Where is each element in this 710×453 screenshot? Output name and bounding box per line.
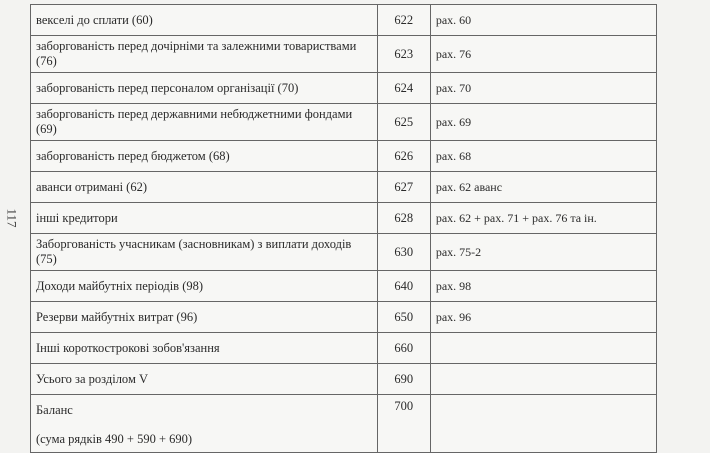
row-name: заборгованість перед бюджетом (68) — [31, 141, 378, 172]
row-code: 625 — [377, 104, 430, 141]
row-name: заборгованість перед персоналом організації (70) — [31, 73, 378, 104]
balance-total-formula: (сума рядків 490 + 590 + 690) — [36, 432, 193, 446]
row-code: 640 — [377, 271, 430, 302]
row-code: 660 — [377, 333, 430, 364]
row-note: рах. 69 — [430, 104, 656, 141]
row-note: рах. 98 — [430, 271, 656, 302]
row-note: рах. 70 — [430, 73, 656, 104]
row-code: 623 — [377, 36, 430, 73]
row-code: 630 — [377, 234, 430, 271]
row-code: 626 — [377, 141, 430, 172]
row-note: рах. 60 — [430, 5, 656, 36]
balance-total-name — [31, 395, 378, 453]
row-name: Резерви майбутніх витрат (96) — [31, 302, 378, 333]
row-name: інші кредитори — [31, 203, 378, 234]
row-name: заборгованість перед дочірніми та залежними товариствами (76) — [31, 36, 378, 73]
table-row — [31, 302, 657, 333]
row-note: рах. 75-2 — [430, 234, 656, 271]
table-row — [31, 104, 657, 141]
table-row — [31, 203, 657, 234]
row-name: Заборгованість учасникам (засновникам) з виплати доходів (75) — [31, 234, 378, 271]
balance-table — [30, 4, 657, 453]
row-note: рах. 96 — [430, 302, 656, 333]
row-code: 628 — [377, 203, 430, 234]
balance-total-code: 700 — [377, 395, 430, 453]
row-code: 627 — [377, 172, 430, 203]
table-row — [31, 36, 657, 73]
row-name: аванси отримані (62) — [31, 172, 378, 203]
row-note — [430, 333, 656, 364]
balance-total-row — [31, 395, 657, 453]
row-code: 690 — [377, 364, 430, 395]
row-code: 622 — [377, 5, 430, 36]
row-note — [430, 364, 656, 395]
table-row — [31, 172, 657, 203]
page-number: 117 — [4, 208, 20, 228]
table-row — [31, 333, 657, 364]
row-code: 650 — [377, 302, 430, 333]
table-row — [31, 141, 657, 172]
row-code: 624 — [377, 73, 430, 104]
row-note: рах. 68 — [430, 141, 656, 172]
row-name: векселі до сплати (60) — [31, 5, 378, 36]
table-row — [31, 73, 657, 104]
row-name: заборгованість перед державними небюджетними фондами (69) — [31, 104, 378, 141]
balance-total-label: Баланс — [36, 403, 73, 417]
row-name: Інші короткострокові зобов'язання — [31, 333, 378, 364]
row-name: Усього за розділом V — [31, 364, 378, 395]
row-note: рах. 62 + рах. 71 + рах. 76 та ін. — [430, 203, 656, 234]
row-note: рах. 76 — [430, 36, 656, 73]
row-name: Доходи майбутніх періодів (98) — [31, 271, 378, 302]
table-row — [31, 364, 657, 395]
balance-total-note — [430, 395, 656, 453]
table-row — [31, 271, 657, 302]
row-note: рах. 62 аванс — [430, 172, 656, 203]
table-row — [31, 234, 657, 271]
table-row — [31, 5, 657, 36]
